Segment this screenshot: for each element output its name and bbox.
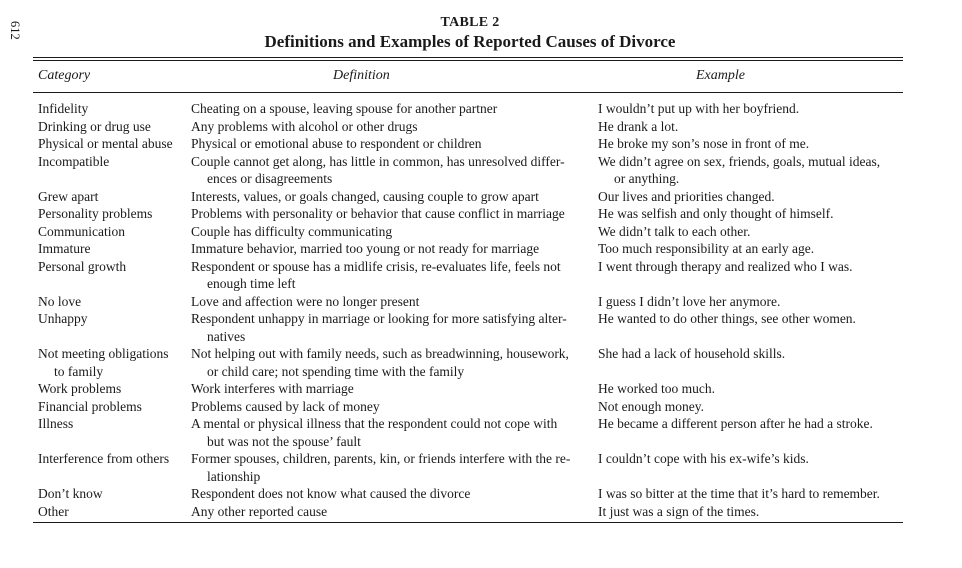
definition-cell (191, 450, 591, 485)
example-cell (598, 415, 898, 433)
table-row (0, 450, 962, 485)
example-line: Too much responsibility at an early age. (598, 241, 815, 256)
header-category: Category (38, 68, 91, 83)
table-body (0, 100, 962, 520)
category-line: Interference from others (38, 451, 170, 466)
definition-line: Work interferes with marriage (191, 381, 354, 396)
definition-cell (191, 153, 591, 188)
table-row (0, 398, 962, 416)
example-line: He broke my son’s nose in front of me. (598, 136, 810, 151)
header-rule (33, 92, 903, 93)
category-cell (38, 258, 188, 276)
table-row (0, 293, 962, 311)
example-cell (598, 205, 898, 223)
table-row (0, 415, 962, 450)
definition-cell (191, 223, 591, 241)
example-cell (598, 310, 898, 328)
definition-cell (191, 345, 591, 380)
definition-cell (191, 503, 591, 521)
category-cell (38, 380, 188, 398)
category-cell (38, 485, 188, 503)
header-definition: Definition (333, 68, 390, 83)
category-cell (38, 310, 188, 328)
category-line: Illness (38, 416, 74, 431)
table-row (0, 380, 962, 398)
definition-line: Couple cannot get along, has little in common, has unresolved differ- (191, 153, 565, 169)
example-line: Not enough money. (598, 398, 704, 414)
definition-line: lationship (207, 468, 261, 484)
category-line: Grew apart (38, 188, 99, 204)
example-cell (598, 485, 898, 503)
header-example: Example (696, 68, 745, 83)
page-number: 612 (8, 21, 22, 40)
table-label: TABLE 2 (440, 15, 500, 30)
category-cell (38, 118, 188, 136)
example-cell (598, 503, 898, 521)
table-row (0, 100, 962, 118)
definition-line: A mental or physical illness that the respondent could not cope with (191, 416, 558, 431)
category-line: Immature (38, 241, 91, 256)
table-row (0, 118, 962, 136)
definition-line: Not helping out with family needs, such as breadwinning, housework, (191, 346, 569, 361)
definition-line: Respondent or spouse has a midlife crisis, re-evaluates life, feels not (191, 258, 561, 274)
example-line: He drank a lot. (598, 118, 679, 134)
definition-line: natives (207, 328, 246, 344)
example-line: I couldn’t cope with his ex-wife’s kids. (598, 451, 809, 466)
definition-line: Former spouses, children, parents, kin, or friends interfere with the re- (191, 451, 571, 466)
example-line: She had a lack of household skills. (598, 346, 786, 361)
category-line: Other (38, 503, 69, 519)
table-row (0, 135, 962, 153)
table-row (0, 240, 962, 258)
category-line: Personality problems (38, 206, 153, 221)
definition-cell (191, 293, 591, 311)
example-line: He wanted to do other things, see other women. (598, 311, 856, 326)
example-cell (598, 398, 898, 416)
category-cell (38, 450, 188, 468)
category-line: Unhappy (38, 311, 88, 326)
definition-line: Couple has difficulty communicating (191, 223, 393, 239)
table-row (0, 153, 962, 188)
example-cell (598, 450, 898, 468)
definition-cell (191, 485, 591, 503)
example-line: He worked too much. (598, 381, 715, 396)
category-cell (38, 135, 188, 153)
category-line: Infidelity (38, 101, 89, 116)
definition-cell (191, 188, 591, 206)
category-line: Not meeting obligations (38, 346, 169, 361)
example-line: I went through therapy and realized who I was. (598, 258, 853, 274)
category-cell (38, 398, 188, 416)
example-line: We didn’t agree on sex, friends, goals, mutual ideas, (598, 153, 881, 169)
definition-line: enough time left (207, 276, 296, 291)
definition-line: Interests, values, or goals changed, causing couple to grow apart (191, 188, 539, 204)
category-cell (38, 345, 188, 380)
category-cell (38, 503, 188, 521)
definition-line: Problems with personality or behavior that cause conflict in marriage (191, 206, 565, 221)
definition-line: but was not the spouse’ fault (207, 433, 361, 449)
category-cell (38, 293, 188, 311)
definition-line: ences or disagreements (207, 171, 333, 186)
category-line: Work problems (38, 381, 122, 396)
definition-line: Any other reported cause (191, 503, 328, 519)
table-row (0, 205, 962, 223)
table-row (0, 503, 962, 521)
category-cell (38, 415, 188, 433)
table-title: Definitions and Examples of Reported Causes of Divorce (264, 32, 676, 51)
example-cell (598, 153, 898, 188)
category-line: Communication (38, 223, 125, 239)
example-cell (598, 345, 898, 363)
category-line: Don’t know (38, 486, 103, 501)
example-line: I was so bitter at the time that it’s hard to remember. (598, 486, 880, 501)
category-line: Physical or mental abuse (38, 136, 173, 151)
definition-line: Respondent does not know what caused the divorce (191, 486, 471, 501)
category-line: Incompatible (38, 153, 110, 169)
table-row (0, 258, 962, 293)
category-line: Drinking or drug use (38, 118, 151, 134)
example-line: He was selfish and only thought of himself. (598, 206, 834, 221)
example-cell (598, 118, 898, 136)
example-line: I guess I didn’t love her anymore. (598, 293, 781, 309)
definition-line: Love and affection were no longer present (191, 293, 420, 309)
definition-cell (191, 240, 591, 258)
table-row (0, 188, 962, 206)
definition-cell (191, 205, 591, 223)
definition-cell (191, 380, 591, 398)
top-rule-double (33, 60, 903, 61)
category-line: to family (54, 363, 104, 379)
definition-line: Respondent unhappy in marriage or looking for more satisfying alter- (191, 311, 567, 326)
definition-line: Any problems with alcohol or other drugs (191, 118, 418, 134)
example-line: We didn’t talk to each other. (598, 223, 751, 239)
category-line: Financial problems (38, 398, 142, 414)
table-row (0, 345, 962, 380)
category-line: Personal growth (38, 258, 127, 274)
definition-line: or child care; not spending time with the family (207, 363, 465, 379)
top-rule (33, 57, 903, 58)
example-cell (598, 240, 898, 258)
category-cell (38, 223, 188, 241)
example-line: I wouldn’t put up with her boyfriend. (598, 101, 800, 116)
example-cell (598, 135, 898, 153)
category-cell (38, 188, 188, 206)
table-row (0, 310, 962, 345)
example-cell (598, 293, 898, 311)
example-cell (598, 188, 898, 206)
definition-cell (191, 398, 591, 416)
definition-line: Cheating on a spouse, leaving spouse for another partner (191, 101, 498, 116)
category-cell (38, 240, 188, 258)
bottom-rule (33, 522, 903, 523)
definition-cell (191, 118, 591, 136)
definition-cell (191, 135, 591, 153)
example-cell (598, 100, 898, 118)
definition-cell (191, 415, 591, 450)
example-line: He became a different person after he had a stroke. (598, 416, 873, 431)
example-cell (598, 380, 898, 398)
table-row (0, 485, 962, 503)
table-row (0, 223, 962, 241)
example-line: Our lives and priorities changed. (598, 188, 775, 204)
definition-line: Physical or emotional abuse to respondent or children (191, 136, 482, 151)
example-line: It just was a sign of the times. (598, 503, 760, 519)
definition-cell (191, 258, 591, 293)
category-cell (38, 205, 188, 223)
definition-cell (191, 310, 591, 345)
example-cell (598, 258, 898, 276)
definition-line: Problems caused by lack of money (191, 398, 380, 414)
example-line: or anything. (614, 171, 680, 186)
definition-cell (191, 100, 591, 118)
category-cell (38, 153, 188, 171)
category-line: No love (38, 293, 82, 309)
definition-line: Immature behavior, married too young or not ready for marriage (191, 241, 540, 256)
example-cell (598, 223, 898, 241)
category-cell (38, 100, 188, 118)
